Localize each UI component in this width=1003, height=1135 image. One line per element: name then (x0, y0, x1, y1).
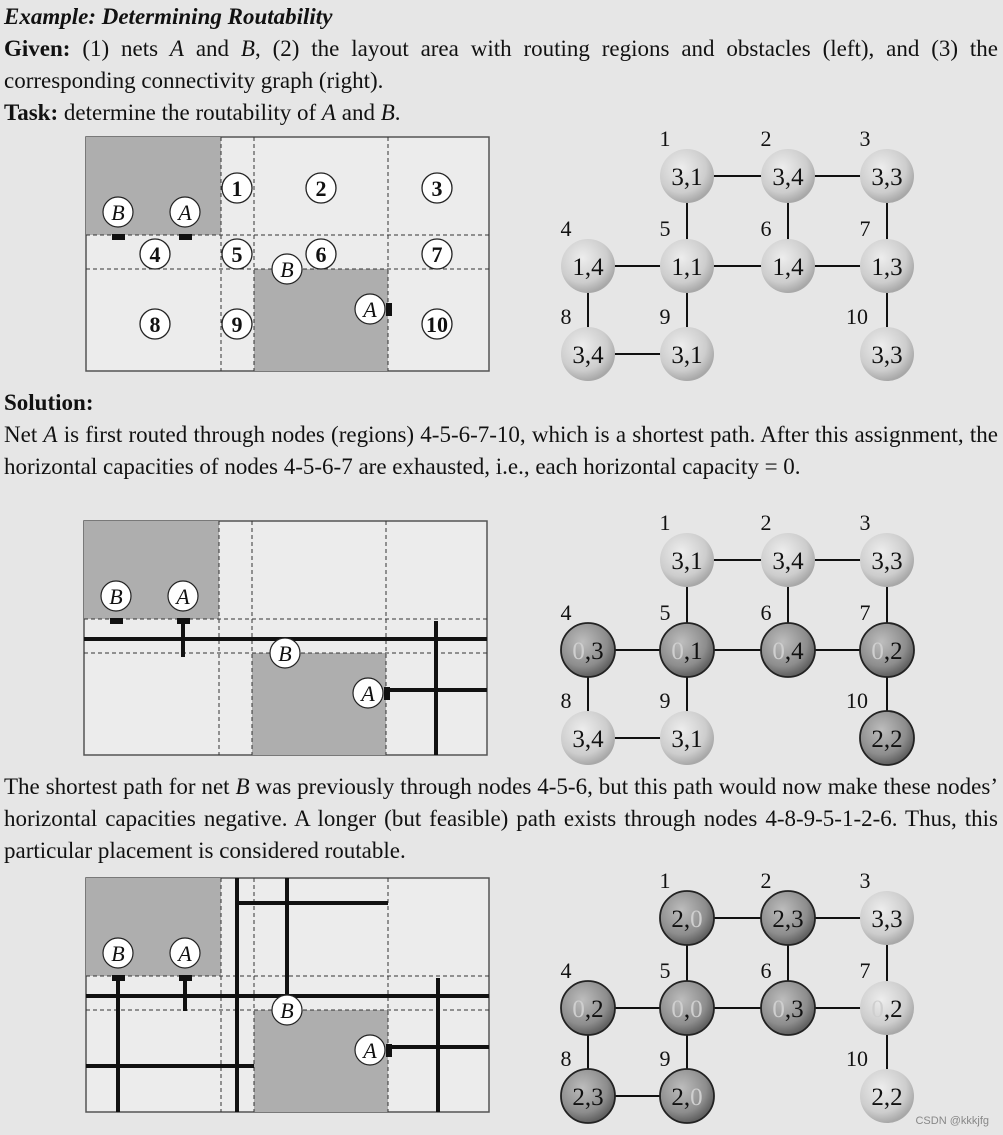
horizontal-capacity: 2 (772, 906, 785, 933)
pin-a-label: A (176, 584, 190, 609)
vertical-capacity: 4 (591, 726, 604, 753)
capacity-separator: , (683, 254, 691, 281)
vertical-capacity: 4 (791, 548, 804, 575)
given-text: (1) nets (70, 36, 170, 61)
pin-terminal (386, 1044, 392, 1057)
horizontal-capacity: 0 (772, 638, 785, 665)
node-id-label: 8 (560, 688, 572, 713)
capacity-separator: , (784, 996, 792, 1023)
region-number: 9 (231, 312, 243, 337)
layout-area-after-net-a (83, 520, 488, 756)
node-id-label: 4 (560, 600, 572, 625)
horizontal-capacity: 3 (871, 342, 884, 369)
task-text: . (394, 100, 401, 125)
capacity-separator: , (584, 342, 592, 369)
horizontal-capacity: 1 (572, 254, 585, 281)
vertical-capacity: 3 (591, 1084, 604, 1111)
node-capacity (671, 726, 702, 753)
node-id-label: 10 (846, 1046, 868, 1071)
node-id-label: 5 (659, 600, 671, 625)
node-id-label: 3 (859, 126, 871, 151)
node-id-label: 4 (560, 958, 572, 983)
node-id-label: 9 (659, 304, 671, 329)
horizontal-capacity: 2 (671, 906, 684, 933)
capacity-separator: , (683, 726, 691, 753)
pin-terminal (179, 975, 192, 981)
solution-paragraph-1 (4, 419, 998, 483)
vertical-capacity: 4 (791, 164, 804, 191)
node-capacity (671, 996, 702, 1023)
vertical-capacity: 0 (690, 1084, 703, 1111)
horizontal-capacity: 0 (671, 996, 684, 1023)
node-id-label: 1 (659, 126, 671, 151)
horizontal-capacity: 1 (772, 254, 785, 281)
node-capacity (871, 906, 902, 933)
node-id-label: 5 (659, 958, 671, 983)
capacity-separator: , (584, 996, 592, 1023)
node-id-label: 2 (760, 510, 772, 535)
vertical-capacity: 3 (890, 342, 903, 369)
node-capacity (572, 342, 604, 369)
capacity-separator: , (883, 548, 891, 575)
connectivity-graph-after-net-a (540, 512, 920, 774)
node-id-label: 9 (659, 688, 671, 713)
capacity-separator: , (683, 342, 691, 369)
region-number: 2 (315, 176, 327, 201)
solution-text: The shortest path for net (4, 774, 236, 799)
node-id-label: 2 (760, 126, 772, 151)
node-capacity (772, 638, 804, 665)
region-number: 1 (231, 176, 243, 201)
net-b-ref: B (240, 36, 255, 61)
vertical-capacity: 1 (690, 164, 703, 191)
horizontal-capacity: 0 (671, 638, 684, 665)
capacity-separator: , (883, 996, 891, 1023)
pin-b-label: B (109, 584, 123, 609)
node-id-label: 9 (659, 1046, 671, 1071)
capacity-separator: , (883, 254, 891, 281)
horizontal-capacity: 3 (871, 906, 884, 933)
solution-label: Solution: (4, 390, 94, 415)
pin-b-label: B (280, 998, 294, 1023)
horizontal-capacity: 3 (871, 164, 884, 191)
node-capacity (871, 726, 902, 753)
node-capacity (572, 638, 603, 665)
solution-text: is first routed through nodes (regions) 4-5-6-7-10, which is a shortest path. After this assignment, the horizontal capacities of nodes 4-5-6-7 are exhausted, i.e., each horizontal capacity = 0. (4, 422, 998, 479)
horizontal-capacity: 3 (671, 548, 684, 575)
pin-b-label: B (111, 200, 125, 225)
node-capacity (572, 254, 604, 281)
given-text: and (183, 36, 241, 61)
capacity-separator: , (683, 996, 691, 1023)
node-capacity (871, 638, 902, 665)
capacity-separator: , (683, 164, 691, 191)
region-number: 8 (149, 312, 161, 337)
net-a-ref: A (321, 100, 336, 125)
horizontal-capacity: 0 (871, 638, 884, 665)
node-id-label: 6 (760, 600, 772, 625)
node-capacity (772, 906, 803, 933)
vertical-capacity: 1 (690, 638, 703, 665)
vertical-capacity: 2 (890, 726, 903, 753)
connectivity-graph-initial (540, 128, 920, 388)
task-label: Task: (4, 100, 59, 125)
horizontal-capacity: 3 (772, 548, 785, 575)
capacity-separator: , (683, 638, 691, 665)
capacity-separator: , (584, 638, 592, 665)
node-capacity (871, 1084, 902, 1111)
horizontal-capacity: 0 (772, 996, 785, 1023)
node-capacity (671, 1084, 702, 1111)
horizontal-capacity: 2 (871, 726, 884, 753)
node-id-label: 3 (859, 510, 871, 535)
horizontal-capacity: 1 (871, 254, 884, 281)
capacity-separator: , (584, 726, 592, 753)
node-capacity (871, 548, 902, 575)
pin-terminal (384, 687, 390, 700)
vertical-capacity: 3 (791, 996, 804, 1023)
node-id-label: 7 (859, 958, 871, 983)
vertical-capacity: 3 (591, 638, 604, 665)
horizontal-capacity: 3 (572, 726, 585, 753)
pin-a-label: A (361, 681, 375, 706)
node-capacity (772, 254, 804, 281)
pin-a-label: A (178, 941, 192, 966)
capacity-separator: , (584, 1084, 592, 1111)
capacity-separator: , (784, 548, 792, 575)
vertical-capacity: 2 (591, 996, 604, 1023)
connectivity-graph-after-net-b (540, 870, 920, 1132)
node-id-label: 7 (859, 216, 871, 241)
node-capacity (671, 254, 702, 281)
vertical-capacity: 4 (591, 254, 604, 281)
pin-terminal (112, 234, 125, 240)
given-text: , (2) the layout area with routing regions and obstacles (left), and (3) the corresponding connectivity graph (right). (4, 36, 998, 93)
node-capacity (772, 164, 804, 191)
vertical-capacity: 0 (690, 906, 703, 933)
capacity-separator: , (883, 342, 891, 369)
horizontal-capacity: 3 (671, 164, 684, 191)
capacity-separator: , (883, 164, 891, 191)
horizontal-capacity: 3 (871, 548, 884, 575)
pin-a-label: A (363, 1038, 377, 1063)
capacity-separator: , (683, 548, 691, 575)
solution-text: Net (4, 422, 44, 447)
capacity-separator: , (784, 906, 792, 933)
pin-a-label: A (178, 200, 192, 225)
capacity-separator: , (883, 906, 891, 933)
horizontal-capacity: 3 (572, 342, 585, 369)
horizontal-capacity: 0 (871, 996, 884, 1023)
node-capacity (572, 1084, 603, 1111)
pin-terminal (179, 234, 192, 240)
node-capacity (572, 726, 604, 753)
vertical-capacity: 3 (791, 906, 804, 933)
task-text: and (335, 100, 381, 125)
node-capacity (871, 996, 902, 1023)
vertical-capacity: 4 (591, 342, 604, 369)
node-id-label: 1 (659, 868, 671, 893)
vertical-capacity: 1 (690, 254, 703, 281)
horizontal-capacity: 2 (671, 1084, 684, 1111)
node-capacity (772, 548, 804, 575)
vertical-capacity: 0 (690, 996, 703, 1023)
region-number: 4 (149, 242, 161, 267)
region-number: 10 (426, 312, 448, 337)
capacity-separator: , (784, 164, 792, 191)
task-paragraph (4, 97, 998, 129)
node-id-label: 6 (760, 958, 772, 983)
vertical-capacity: 2 (890, 1084, 903, 1111)
pin-b-label: B (111, 941, 125, 966)
node-capacity (671, 906, 702, 933)
capacity-separator: , (784, 254, 792, 281)
task-text: determine the routability of (58, 100, 322, 125)
vertical-capacity: 1 (690, 342, 703, 369)
vertical-capacity: 4 (791, 254, 804, 281)
pin-a-label: A (363, 297, 377, 322)
node-capacity (671, 342, 702, 369)
layout-area-initial (85, 136, 490, 372)
horizontal-capacity: 2 (871, 1084, 884, 1111)
horizontal-capacity: 3 (671, 342, 684, 369)
region-number: 6 (315, 242, 327, 267)
node-capacity (671, 548, 702, 575)
pin-terminal (110, 618, 123, 624)
vertical-capacity: 2 (890, 996, 903, 1023)
capacity-separator: , (784, 638, 792, 665)
node-id-label: 3 (859, 868, 871, 893)
horizontal-capacity: 3 (671, 726, 684, 753)
net-a-ref: A (169, 36, 184, 61)
node-id-label: 8 (560, 1046, 572, 1071)
node-capacity (871, 164, 902, 191)
pin-b-label: B (280, 257, 294, 282)
node-capacity (772, 996, 803, 1023)
net-a-ref: A (43, 422, 58, 447)
net-b-ref: B (380, 100, 395, 125)
node-id-label: 10 (846, 304, 868, 329)
node-capacity (871, 254, 902, 281)
node-id-label: 7 (859, 600, 871, 625)
net-b-ref: B (235, 774, 250, 799)
region-number: 5 (231, 242, 243, 267)
vertical-capacity: 3 (890, 906, 903, 933)
node-capacity (871, 342, 902, 369)
given-paragraph (4, 33, 998, 97)
watermark: CSDN @kkkjfg (915, 1115, 989, 1127)
vertical-capacity: 3 (890, 164, 903, 191)
layout-area-after-net-b (85, 877, 490, 1113)
vertical-capacity: 1 (690, 726, 703, 753)
node-id-label: 2 (760, 868, 772, 893)
node-id-label: 1 (659, 510, 671, 535)
pin-terminal (386, 303, 392, 316)
horizontal-capacity: 1 (671, 254, 684, 281)
vertical-capacity: 3 (890, 548, 903, 575)
example-title: Example: Determining Routability (4, 4, 333, 29)
region-number: 7 (431, 242, 443, 267)
vertical-capacity: 1 (690, 548, 703, 575)
capacity-separator: , (883, 726, 891, 753)
capacity-separator: , (683, 906, 691, 933)
horizontal-capacity: 0 (572, 638, 585, 665)
region-number: 3 (431, 176, 443, 201)
given-label: Given: (4, 36, 71, 61)
pin-terminal (177, 618, 190, 624)
capacity-separator: , (584, 254, 592, 281)
vertical-capacity: 3 (890, 254, 903, 281)
solution-paragraph-2 (4, 771, 998, 867)
capacity-separator: , (883, 638, 891, 665)
capacity-separator: , (683, 1084, 691, 1111)
vertical-capacity: 4 (791, 638, 804, 665)
vertical-capacity: 2 (890, 638, 903, 665)
capacity-separator: , (883, 1084, 891, 1111)
solution-text: was previously through nodes 4-5-6, but this path would now make these nodes’ horizontal capacities negative. A longer (but feasible) path exists through nodes 4-8-9-5-1-2-6. Thus, this particular placement is considered routable. (4, 774, 999, 863)
horizontal-capacity: 0 (572, 996, 585, 1023)
pin-b-label: B (278, 641, 292, 666)
node-id-label: 10 (846, 688, 868, 713)
node-id-label: 4 (560, 216, 572, 241)
node-capacity (671, 638, 702, 665)
pin-terminal (112, 975, 125, 981)
node-id-label: 5 (659, 216, 671, 241)
node-id-label: 8 (560, 304, 572, 329)
horizontal-capacity: 3 (772, 164, 785, 191)
node-capacity (671, 164, 702, 191)
node-capacity (572, 996, 603, 1023)
node-id-label: 6 (760, 216, 772, 241)
horizontal-capacity: 2 (572, 1084, 585, 1111)
